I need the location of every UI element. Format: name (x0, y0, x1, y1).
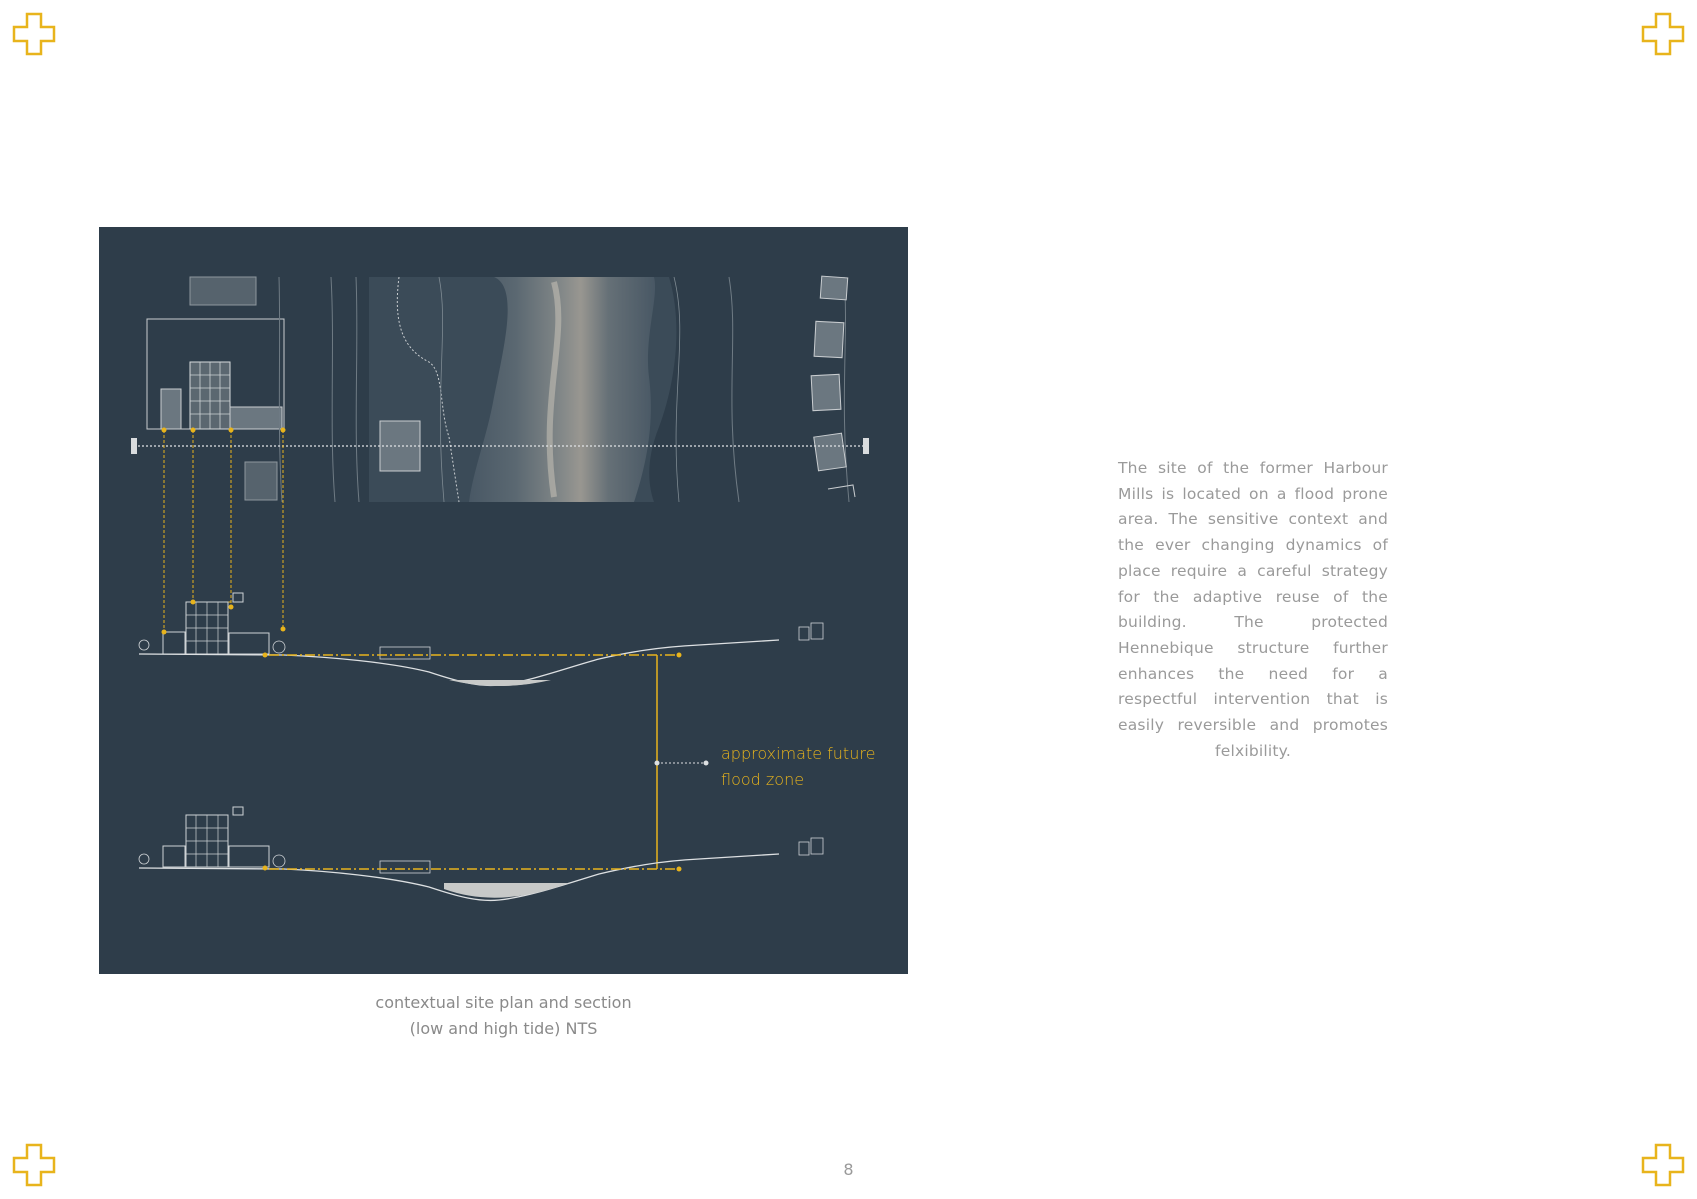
section-low-tide (139, 593, 823, 686)
section-high-tide (139, 807, 823, 900)
site-drawing-svg (99, 227, 908, 974)
corner-plus-icon-top-right (1641, 12, 1685, 56)
figure-caption (99, 990, 908, 1042)
site-plan-and-section-drawing (99, 227, 908, 974)
caption-line-2: (low and high tide) NTS (409, 1019, 598, 1038)
caption-line-1: contextual site plan and section (375, 993, 632, 1012)
corner-plus-icon-top-left (12, 12, 56, 56)
flood-label-line-2: flood zone (721, 770, 805, 789)
page-number: 8 (843, 1160, 854, 1179)
site-description-paragraph: The site of the former Harbour Mills is located on a flood prone area. The sensitive context and the ever changing dynamics of place require a careful strategy for the adaptive reuse of the building. The protected Hennebique structure further enhances the need for a respectful intervention that is easily reversible and promotes felxibility. (1118, 459, 1388, 760)
site-plan (131, 276, 869, 632)
flood-label-line-1: approximate future (721, 744, 876, 763)
flood-zone-label (721, 741, 875, 793)
